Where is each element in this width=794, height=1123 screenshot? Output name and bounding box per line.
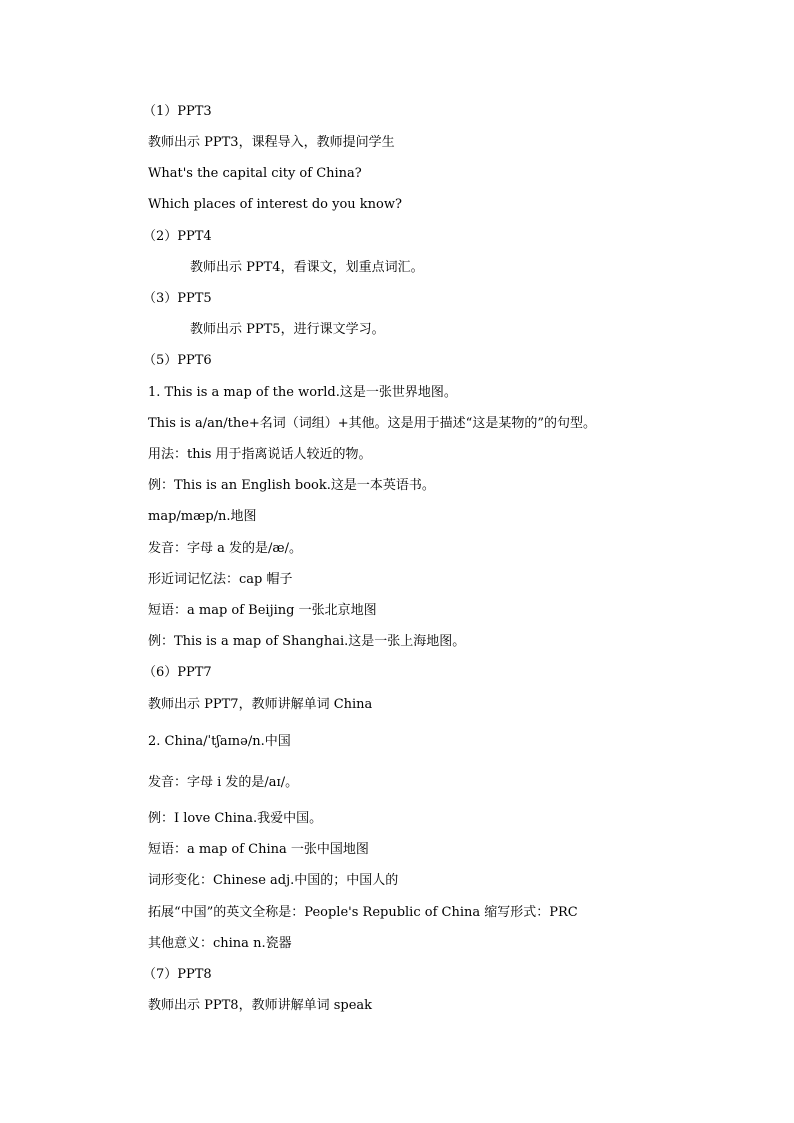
paragraph-line: 短语：a map of Beijing 一张北京地图 <box>148 603 377 618</box>
paragraph-line: 发音：字母 i 发的是/aɪ/。 <box>148 775 299 790</box>
paragraph-line: 词形变化：Chinese adj.中国的；中国人的 <box>148 873 399 888</box>
paragraph-line: 用法：this 用于指离说话人较近的物。 <box>148 447 372 462</box>
section-heading-ppt3: （1）PPT3 <box>143 104 212 119</box>
paragraph-line: 1. This is a map of the world.这是一张世界地图。 <box>148 385 457 400</box>
section-heading-ppt7: （6）PPT7 <box>143 665 212 680</box>
paragraph-line: 例：I love China.我爱中国。 <box>148 811 323 826</box>
paragraph-line: 教师出示 PPT4，看课文，划重点词汇。 <box>190 260 424 275</box>
paragraph-line: 形近词记忆法：cap 帽子 <box>148 572 293 587</box>
section-heading-ppt5: （3）PPT5 <box>143 291 212 306</box>
paragraph-line: 发音：字母 a 发的是/æ/。 <box>148 541 302 556</box>
paragraph-line: map/mæp/n.地图 <box>148 509 257 524</box>
paragraph-line: What's the capital city of China? <box>148 166 362 181</box>
paragraph-line: 教师出示 PPT3，课程导入，教师提问学生 <box>148 135 395 150</box>
paragraph-line: Which places of interest do you know? <box>148 197 402 212</box>
paragraph-line: 2. China/ˈtʃaɪnə/n.中国 <box>148 734 291 749</box>
section-heading-ppt4: （2）PPT4 <box>143 229 212 244</box>
paragraph-line: 短语：a map of China 一张中国地图 <box>148 842 369 857</box>
paragraph-line: 例：This is a map of Shanghai.这是一张上海地图。 <box>148 634 466 649</box>
paragraph-line: 教师出示 PPT7，教师讲解单词 China <box>148 697 373 712</box>
paragraph-line: 其他意义：china n.瓷器 <box>148 936 292 951</box>
section-heading-ppt6: （5）PPT6 <box>143 353 212 368</box>
paragraph-line: 拓展“中国”的英文全称是：People's Republic of China 缩写形式：PRC <box>148 905 578 920</box>
paragraph-line: This is a/an/the+名词（词组）+其他。这是用于描述“这是某物的”的句型。 <box>148 416 596 431</box>
section-heading-ppt8: （7）PPT8 <box>143 967 212 982</box>
paragraph-line: 教师出示 PPT8，教师讲解单词 speak <box>148 998 373 1013</box>
paragraph-line: 例：This is an English book.这是一本英语书。 <box>148 478 435 493</box>
paragraph-line: 教师出示 PPT5，进行课文学习。 <box>190 322 385 337</box>
